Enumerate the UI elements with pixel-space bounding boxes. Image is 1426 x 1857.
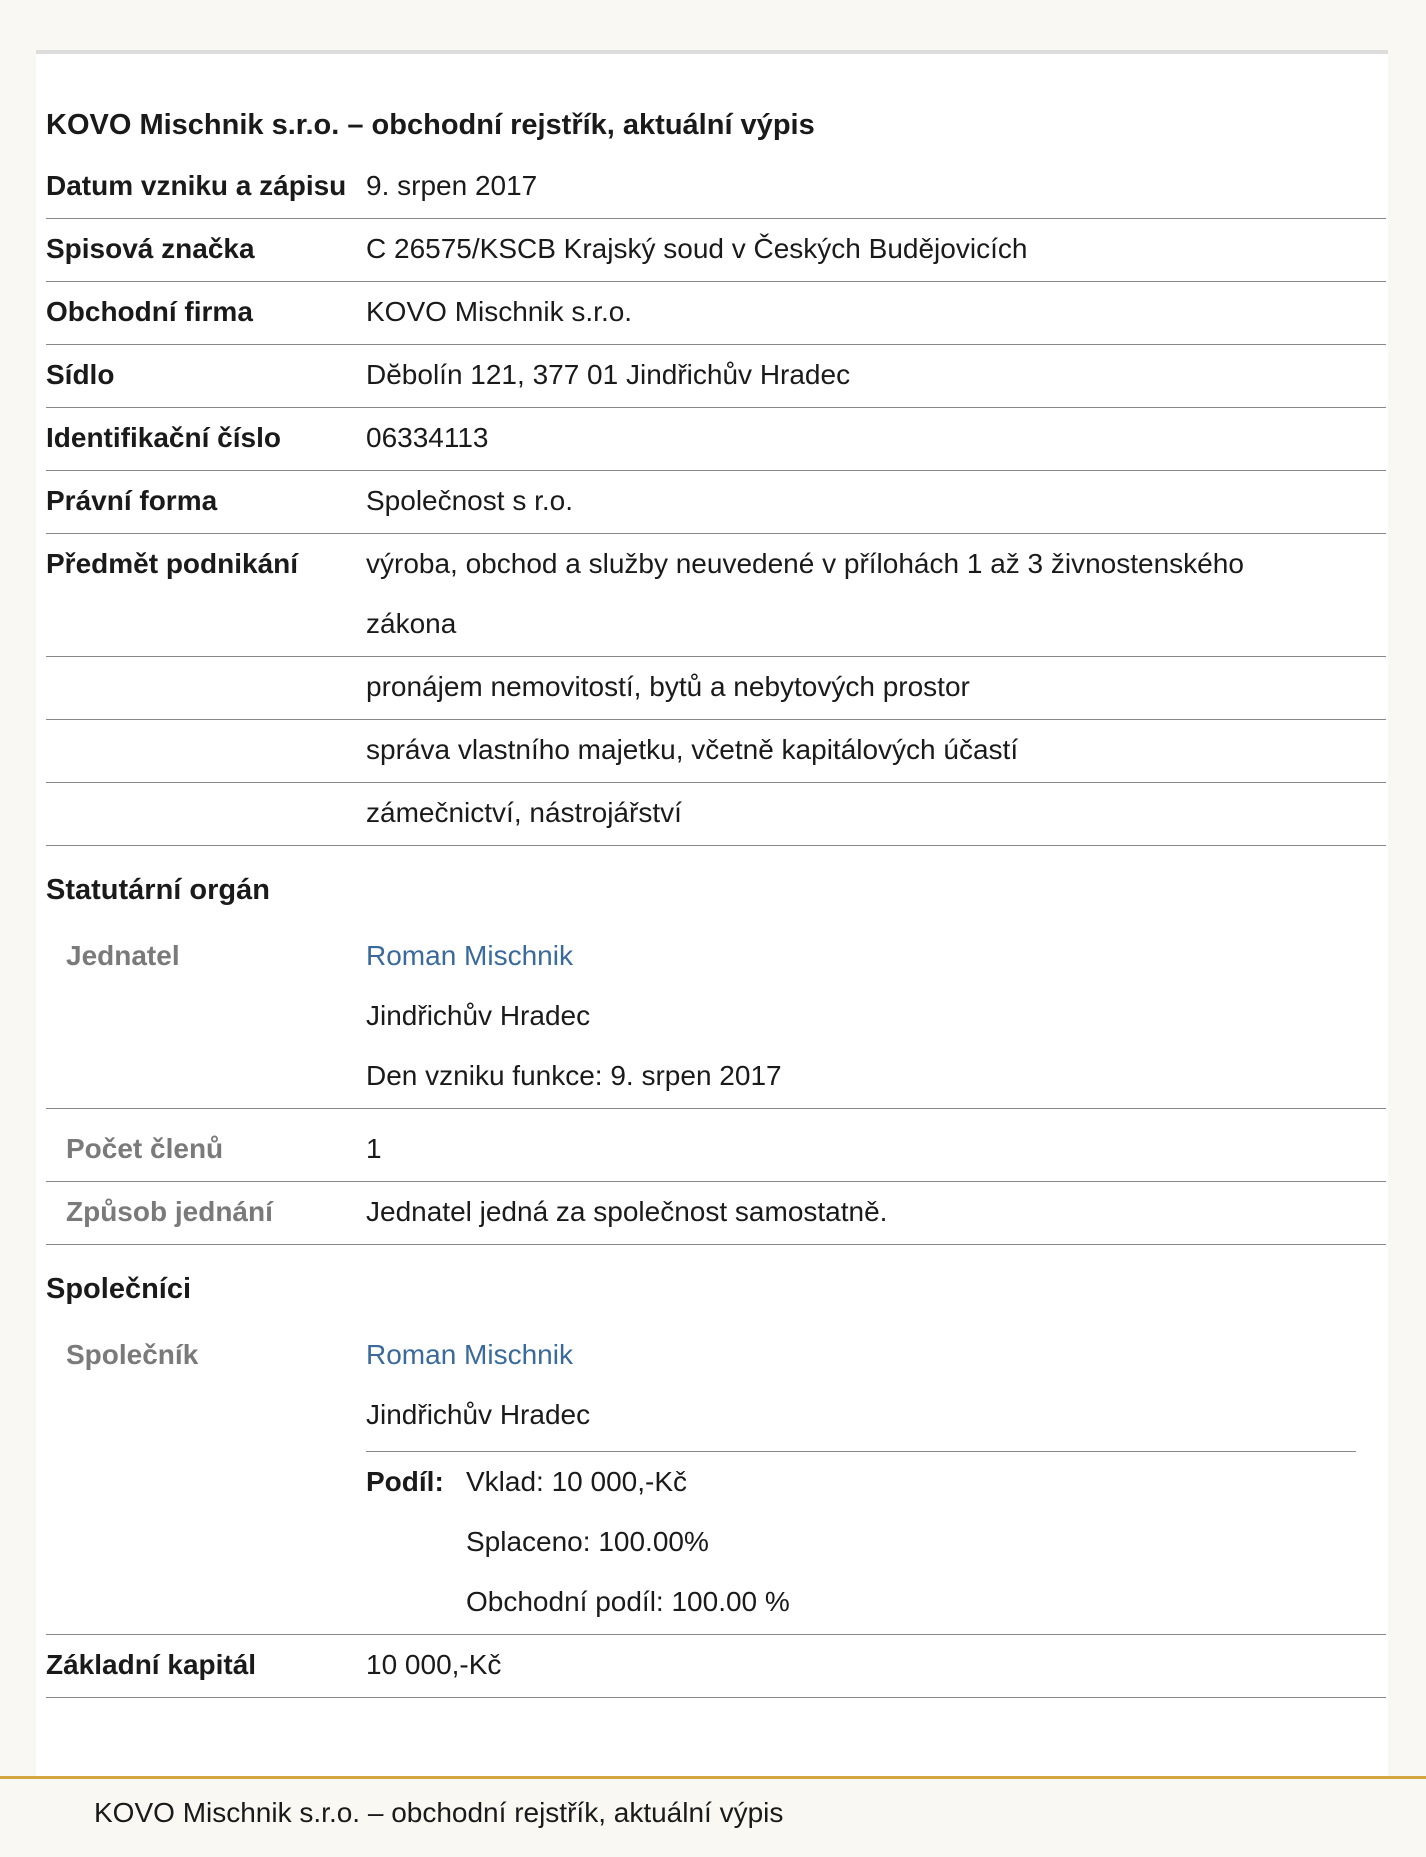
label-jednatel: Jednatel [66,940,180,971]
value-predmet-3: správa vlastního majetku, včetně kapitálových účastí [366,734,1019,765]
label-ico: Identifikační číslo [46,422,281,453]
podil-values [466,1452,1356,1632]
register-card [36,50,1388,1780]
value-pocet-clenu: 1 [366,1133,382,1164]
label-predmet-podnikani: Předmět podnikání [46,548,299,579]
row-spolecnik [46,1325,1386,1635]
value-datum-vzniku: 9. srpen 2017 [366,170,538,201]
value-jednatel [366,926,1386,1108]
label-spisova-znacka: Spisová značka [46,233,255,264]
row-predmet-3 [46,720,1386,783]
value-spisova-znacka: C 26575/KSCB Krajský soud v Českých Budějovicích [366,233,1028,264]
row-predmet-2 [46,657,1386,720]
podil-block [366,1451,1356,1632]
value-obchodni-firma: KOVO Mischnik s.r.o. [366,296,633,327]
label-sidlo: Sídlo [46,359,115,390]
row-jednatel [46,926,1386,1109]
section-statutarni-organ: Statutární orgán [46,874,270,906]
podil-obchodni: Obchodní podíl: 100.00 % [466,1586,790,1617]
jednatel-name-link[interactable]: Roman Mischnik [366,940,573,971]
jednatel-den-vzniku: Den vzniku funkce: 9. srpen 2017 [366,1060,782,1091]
footer-bar [0,1776,1426,1857]
value-pravni-forma: Společnost s r.o. [366,485,574,516]
label-empty [46,657,366,719]
value-spolecnik [366,1325,1386,1634]
value-predmet-2: pronájem nemovitostí, bytů a nebytových prostor [366,671,970,702]
section-spolecnici: Společníci [46,1273,192,1305]
value-ico: 06334113 [366,422,489,453]
row-pravni-forma [46,471,1386,534]
footer-title: KOVO Mischnik s.r.o. – obchodní rejstřík, aktuální výpis [94,1797,784,1828]
label-obchodni-firma: Obchodní firma [46,296,253,327]
value-zakladni-kapital: 10 000,-Kč [366,1649,502,1680]
label-empty [46,720,366,782]
jednatel-city: Jindřichův Hradec [366,1000,591,1031]
row-predmet-1 [46,534,1386,657]
value-zpusob-jednani: Jednatel jedná za společnost samostatně. [366,1196,888,1227]
label-zakladni-kapital: Základní kapitál [46,1649,257,1680]
row-spisova-znacka [46,219,1386,282]
label-empty [46,783,366,845]
label-datum-vzniku: Datum vzniku a zápisu [46,170,347,201]
label-spolecnik: Společník [66,1339,199,1370]
row-predmet-4 [46,783,1386,846]
podil-label: Podíl: [366,1466,444,1497]
label-pravni-forma: Právní forma [46,485,218,516]
podil-splaceno: Splaceno: 100.00% [466,1526,709,1557]
value-predmet-1: výroba, obchod a služby neuvedené v přílohách 1 až 3 živnostenského zákona [366,548,1244,639]
label-pocet-clenu: Počet členů [66,1133,224,1164]
row-obchodni-firma [46,282,1386,345]
podil-vklad: Vklad: 10 000,-Kč [466,1466,688,1497]
row-zpusob-jednani [46,1182,1386,1245]
row-pocet-clenu [46,1109,1386,1182]
value-sidlo: Dĕbolín 121, 377 01 Jindřichův Hradec [366,359,851,390]
row-ico [46,408,1386,471]
label-zpusob-jednani: Způsob jednání [66,1196,273,1227]
spolecnik-city: Jindřichův Hradec [366,1399,591,1430]
row-zakladni-kapital [46,1635,1386,1698]
page-title: KOVO Mischnik s.r.o. – obchodní rejstřík, aktuální výpis [46,109,815,141]
row-datum-vzniku [46,156,1386,219]
row-sidlo [46,345,1386,408]
spolecnik-name-link[interactable]: Roman Mischnik [366,1339,573,1370]
register-content [46,94,1386,1698]
value-predmet-4: zámečnictví, nástrojářství [366,797,682,828]
